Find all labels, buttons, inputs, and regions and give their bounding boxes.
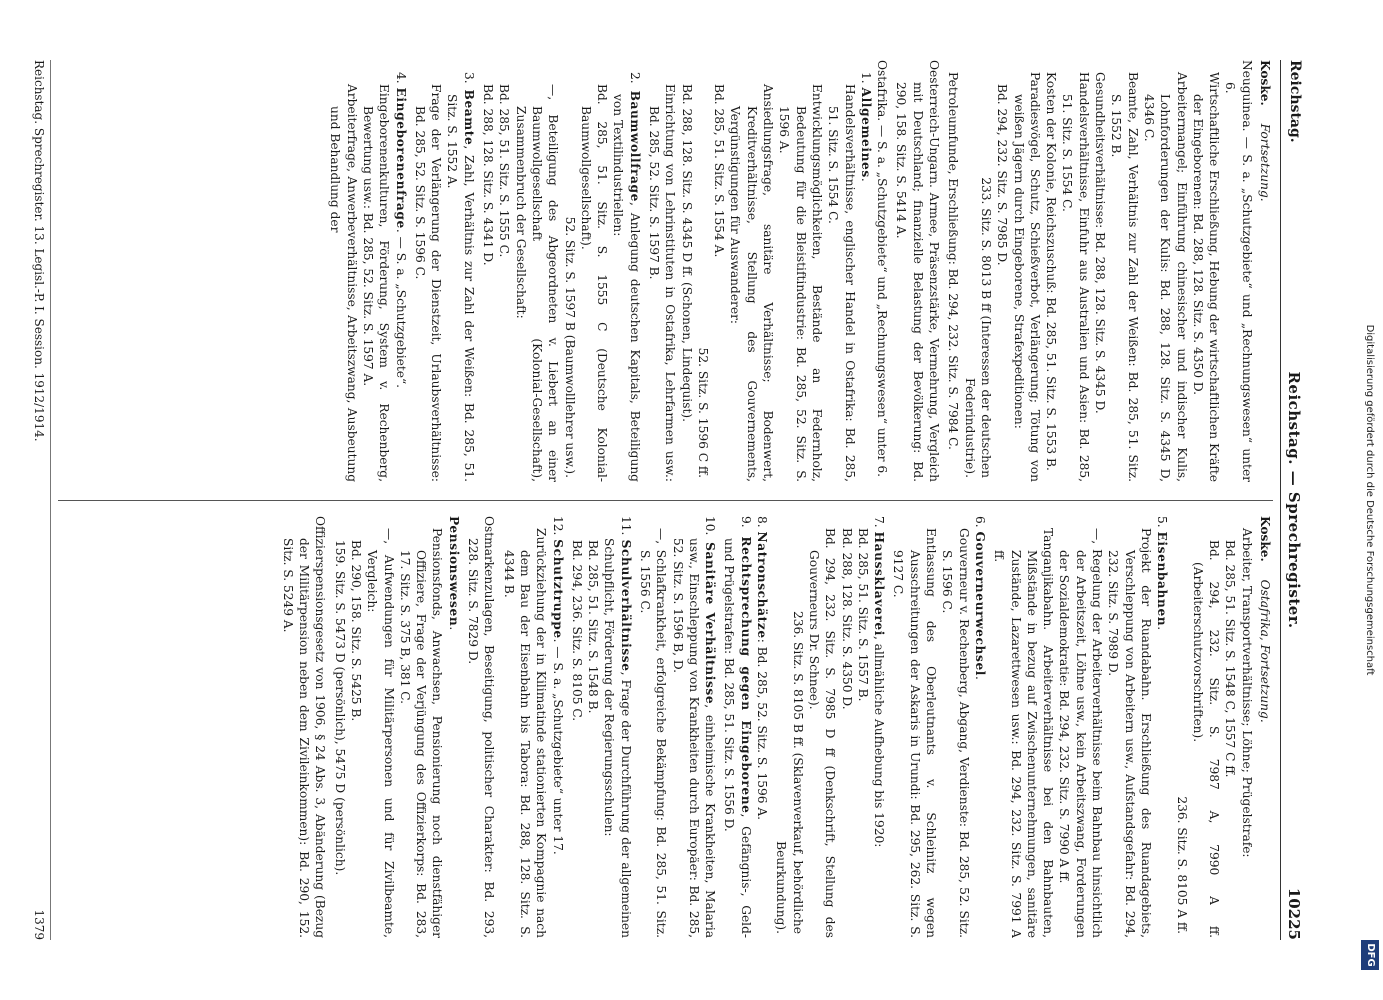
register-entry: Wirtschaftliche Erschließung, Hebung der wirtschaftlichen Kräfte der Eingeborenen: Bd. 288, 128. Sitz. S. 4350 D.	[1190, 72, 1222, 482]
register-entry: —, Beteiligung des Abgeordneten v. Liebert an einer Baumwollgesellschaft (Kolonial-Gesellschaft), Zusammenbruch der Gesellschaft:	[513, 84, 561, 482]
register-entry: Neuguinea. — S. a. „Schutzgebiete“ und „Rechnungswesen“ unter 6.	[1223, 60, 1254, 482]
right-column-heading	[1257, 516, 1273, 938]
digitization-credit: Digitalisierung gefördert durch die Deutsche Forschungsgemeinschaft	[1364, 324, 1375, 676]
register-entry: Bd. 285, 51. Sitz. S. 1557 B.	[855, 528, 870, 702]
register-section-heading: 6. Gouverneurwechsel.	[972, 516, 987, 680]
register-entry: Einrichtung von Lehrinstituten in Ostafrika, Lehrfarmen usw.: Bd. 285, 52. Sitz. S. 1597 B.	[647, 84, 678, 482]
register-entry: Kosten der Kolonie, Reichszuschuß: Bd. 285, 51. Sitz. S. 1553 B.	[1044, 72, 1059, 471]
register-entry: Eingeborenenkulturen, Förderung, System v. Rechenberg, Bewertung usw.: Bd. 285, 52. Sitz. S. 1597 A.	[360, 84, 392, 482]
register-entry: Handelsverhältnisse, Einfuhr aus Australien und Asien: Bd. 285, 51. Sitz. S. 1554 C.	[1060, 72, 1091, 482]
register-entry: Paradiesvögel, Schutz, Schießverbot, Verlängerung; Tötung von weißen Jägern durch Eingeborene, Strafexpeditionen:	[1011, 72, 1042, 482]
register-entry: Offizierspensionsgesetz von 1906, § 24 Abs. 3, Abänderung (Bezug der Militärpension neben dem Zivileinkommen): Bd. 290, 152. Sitz. S. 5249 A.	[280, 516, 328, 938]
left-column-heading	[1257, 60, 1273, 482]
register-entry: Bd. 288, 128. Sitz. S. 4345 D ff. (Schonen, Lindequist).	[679, 84, 694, 422]
register-section-heading: 4. Eingeborenenfrage. — S. a. „Schutzgebiete“.	[393, 72, 408, 389]
running-head-left: Reichstag.	[1287, 60, 1303, 143]
speaker-name: Koske.	[1258, 60, 1272, 106]
register-entry: 233. Sitz. S. 8013 B ff (Interessen der deutschen Federindustrie).	[962, 177, 993, 478]
register-entry: 236. Sitz. S. 8105 A ff.	[1174, 796, 1189, 934]
register-section-heading: 3. Beamte, Zahl, Verhältnis zur Zahl der Weißen: Bd. 285, 51. Sitz. S. 1552 A.	[445, 72, 476, 482]
register-entry: —, Schlafkrankheit, erfolgreiche Bekämpfung: Bd. 285, 51. Sitz. S. 1556 C.	[638, 528, 669, 938]
register-entry: —, Aufwendungen für Militärpersonen und für Zivilbeamte, Vergleich:	[365, 528, 396, 938]
register-entry: 52. Sitz. S. 1597 B (Baumwolllehrer usw.).	[562, 216, 577, 478]
register-section-heading: 9. Rechtsprechung gegen Eingeborene, Gefängnis-, Geld- und Prügelstrafen: Bd. 285, 51. Sitz. S. 1556 D.	[722, 516, 753, 938]
register-entry: —, Regelung der Arbeiterverhältnisse beim Bahnbau hinsichtlich der Arbeitszeit, Löhne usw., kein Arbeitszwang, Forderungen der Sozialdemokratie: Bd. 294, 232. Sitz. S. 7990 A ff.	[1057, 528, 1105, 938]
register-section-heading: 1. Allgemeines.	[858, 72, 873, 182]
register-entry: Bd. 285, 51. Sitz. S. 1548 B.	[586, 540, 601, 714]
register-entry: Frage der Verlängerung der Dienstzeit, Urlaubsverhältnisse: Bd. 285, 52. Sitz. S. 1596 C.	[412, 84, 444, 482]
register-entry: Bd. 285, 51. Sitz. S. 1554 A.	[712, 84, 727, 258]
register-section-heading: 11. Schulverhältnisse, Frage der Durchführung der allgemeinen Schulpflicht, Förderung der Regierungsschulen:	[602, 516, 633, 938]
register-entry: Bd. 288, 128. Sitz. S. 4341 D.	[481, 84, 496, 266]
register-entry: Entwicklungsmöglichkeiten, Bestände an Federnholz, Bedeutung für die Bleistiftindustrie: Bd. 285, 52. Sitz. S. 1596 A.	[777, 84, 824, 482]
register-section-heading: 7. Haussklaverei, allmähliche Aufhebung bis 1920:	[872, 516, 887, 848]
register-section-heading: 2. Baumwollfrage, Anlegung deutschen Kapitals, Beteiligung von Textilindustriellen:	[611, 72, 642, 482]
continuation-label: Fortsetzung.	[1258, 123, 1272, 202]
register-keyword-heading: Pensionswesen.	[446, 516, 461, 631]
register-entry: Ostafrika. — S. a. „Schutzgebiete“ und „Rechnungswesen“ unter 6.	[875, 60, 890, 477]
register-entry: 236. Sitz. S. 8105 B ff. (Sklavenverkauf, behördliche Beurkundung).	[774, 610, 805, 934]
page-footer	[28, 60, 51, 940]
register-entry: Gesundheitsverhältnisse: Bd. 288, 128. Sitz. S. 4345 D.	[1093, 72, 1108, 414]
register-entry: 159. Sitz. S. 5473 D (persönlich), 5475 D (persönlich).	[332, 540, 347, 876]
left-column	[58, 60, 1273, 482]
register-entry: Zurückziehung der in Kilimatinde stationierten Kompagnie nach dem Bau der Eisenbahn bis Tabora: Bd. 288, 128. Sitz. S. 4344 B.	[501, 528, 549, 938]
register-entry: Tanganjikabahn. Arbeiterverhältnisse bei den Bahnbauten, Mißstände in bezug auf Zwischenunternehmungen, sanitäre Zustände, Lazarettwesen usw.: Bd. 294, 232. Sitz. S. 7991 A ff.	[992, 528, 1056, 938]
speaker-name: Koske.	[1258, 516, 1272, 562]
register-entry: Bd. 294, 236. Sitz. S. 8105 C.	[569, 540, 584, 722]
register-entry: Ostmarkenzulagen, Beseitigung, politischer Charakter: Bd. 293, 228. Sitz. S. 7829 D.	[466, 516, 497, 938]
register-entry: 52. Sitz. S. 1596 C ff.	[695, 347, 710, 478]
page-number: 10225	[1285, 887, 1303, 940]
sheet-number: 1379	[32, 909, 46, 940]
register-entry: Bd. 285, 51. Sitz. S. 1555 C (Deutsche Kolonial-Baumwollgesellschaft).	[578, 84, 610, 482]
register-entry: Bd. 288, 128. Sitz. S. 4350 D.	[839, 528, 854, 710]
register-entry: Gouverneur v. Rechenberg, Abgang, Verdienste: Bd. 285, 52. Sitz. S. 1596 C.	[940, 528, 971, 938]
register-entry: Bd. 285, 51. Sitz. S. 1548 C, 1557 C ff.	[1223, 540, 1238, 778]
register-entry: Oesterreich-Ungarn. Armee, Präsenzstärke, Vermehrung, Vergleich mit Deutschland; finanzielle Belastung der Bevölkerung: Bd. 290, 158. Sitz. S. 5414 A.	[894, 60, 942, 482]
register-entry: Projekt der Ruandabahn. Erschließung des Ruandagebiets, Verschleppung von Arbeitern usw., Aufstandsgefahr: Bd. 294, 232. Sitz. S. 7989 D.	[1106, 528, 1153, 938]
register-entry: Bd. 294, 232. Sitz. S. 7987 A, 7990 A ff. (Arbeiterschutzvorschriften).	[1190, 540, 1222, 938]
register-entry: Bd. 294, 232. Sitz. S. 7985 D ff (Denkschrift, Stellung des Gouverneurs Dr. Schnee).	[806, 528, 838, 938]
register-entry: Petroleumfunde, Erschließung: Bd. 294, 232. Sitz. S. 7984 C.	[946, 72, 961, 450]
register-entry: Pensionsfonds, Anwachsen, Pensionierung noch dienstfähiger Offiziere, Frage der Verjüngung des Offizierkorps: Bd. 283, 17. Sitz. S. 375 B, 381 C.	[397, 528, 445, 938]
signature-line: Reichstag. Sprechregister. 13. Legisl.-P. I. Session. 1912/1914.	[32, 60, 46, 442]
register-entry: Ansiedlungsfrage, sanitäre Verhältnisse; Bodenwert, Kreditverhältnisse, Stellung des Gouvernements, Vergünstigungen für Auswanderer:	[728, 84, 776, 482]
register-entry: Bd. 285, 51. Sitz. S. 1555 C.	[497, 84, 512, 258]
register-entry: Arbeiterfrage, Anwerbeverhältnisse, Arbeitszwang, Ausbeutung und Behandlung der	[328, 84, 359, 482]
register-section-heading: 5. Eisenbahnen.	[1155, 516, 1170, 631]
register-page	[23, 60, 1303, 940]
page-title: Reichstag. — Sprechregister.	[1285, 371, 1303, 629]
continuation-label: Ostafrika, Fortsetzung.	[1258, 579, 1272, 723]
register-entry: Bd. 290, 158. Sitz. S. 5425 B.	[348, 540, 363, 722]
register-entry: Arbeitermangel; Einführung chinesischer und indischer Kulis, Lohnforderungen der Kulis: Bd. 288, 128. Sitz. S. 4345 D, 4346 C.	[1141, 72, 1189, 482]
register-entry: Bd. 294, 232. Sitz. S. 7985 D.	[995, 84, 1010, 266]
register-section-heading: 12. Schutztruppe. — S. a. „Schutzgebiete“ unter 17.	[550, 516, 565, 855]
register-entry: Arbeiter, Transportverhältnisse; Löhne; Prügelstrafe:	[1239, 528, 1254, 858]
register-section-heading: 8. Natronschätze: Bd. 285, 52. Sitz. S. 1596 A.	[755, 516, 770, 821]
register-entry: Beamte, Zahl, Verhältnis zur Zahl der Weißen: Bd. 285, 51. Sitz. S. 1552 B.	[1109, 72, 1140, 482]
right-column	[58, 516, 1273, 938]
register-entry: Entlassung des Oberleutnants v. Schleinitz wegen Ausschreitungen der Askaris in Urundi: Bd. 295, 262. Sitz. S. 9127 C.	[891, 528, 939, 938]
dfg-logo: DFG	[1361, 940, 1379, 970]
register-section-heading: 10. Sanitäre Verhältnisse, einheimische Krankheiten, Malaria usw., Einschleppung von Krankheiten durch Europäer: Bd. 285, 52. Sitz. S. 1596 B, D.	[670, 516, 718, 938]
column-divider	[58, 500, 1273, 501]
register-entry: Handelsverhältnisse, englischer Handel in Ostafrika: Bd. 285, 51. Sitz. S. 1554 C.	[826, 84, 857, 482]
running-head	[1280, 60, 1303, 940]
